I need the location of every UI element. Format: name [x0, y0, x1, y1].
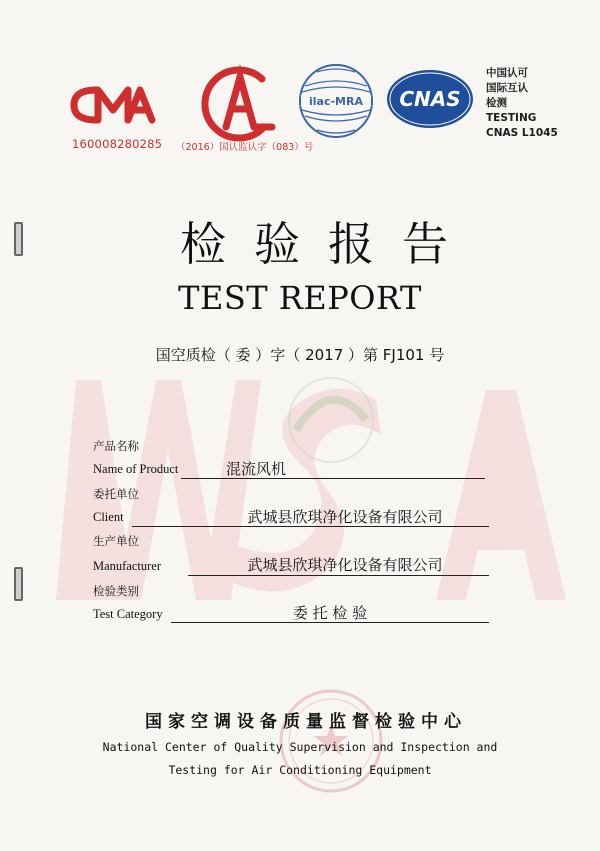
cnas-accreditation-text — [486, 66, 558, 141]
svg-text:CNAS: CNAS — [399, 87, 461, 111]
client-label-en: Client — [93, 510, 124, 524]
manufacturer-value: 武城县欣琪净化设备有限公司 — [247, 556, 443, 574]
product-label-cn: 产品名称 — [93, 439, 139, 453]
client-value: 武城县欣琪净化设备有限公司 — [247, 508, 443, 526]
manufacturer-label-cn: 生产单位 — [93, 534, 139, 548]
product-label-en: Name of Product — [93, 462, 179, 476]
issuer-name-en-line2: Testing for Air Conditioning Equipment — [168, 763, 432, 777]
issuer-name-en-line1: National Center of Quality Supervision and Inspection and — [102, 740, 498, 754]
category-label-en: Test Category — [93, 607, 163, 621]
category-value: 委 托 检 验 — [292, 604, 368, 622]
cnas-logo — [385, 68, 475, 130]
cnas-line-4: TESTING — [486, 112, 537, 124]
product-value: 混流风机 — [225, 460, 286, 478]
client-label-cn: 委托单位 — [93, 487, 139, 501]
cma-code: 160008280285 — [72, 137, 163, 151]
report-title-en: TEST REPORT — [178, 279, 422, 317]
manufacturer-label-en: Manufacturer — [93, 559, 162, 573]
cnas-line-3: 检测 — [486, 97, 507, 109]
cnas-line-5: CNAS L1045 — [486, 127, 558, 139]
cma-logo — [68, 80, 158, 130]
cnas-line-1: 中国认可 — [486, 67, 528, 79]
issuer-name-cn: 国家空调设备质量监督检验中心 — [145, 712, 467, 732]
report-number: 国空质检（ 委 ）字（ 2017 ）第 FJ101 号 — [155, 346, 445, 364]
category-label-cn: 检验类别 — [93, 584, 139, 598]
staple-bottom — [14, 567, 23, 601]
svg-text:ilac-MRA: ilac-MRA — [309, 95, 363, 108]
manufacturer-underline — [188, 575, 489, 576]
cal-logo — [196, 63, 278, 145]
ilac-mra-logo — [297, 62, 375, 140]
cnas-line-2: 国际互认 — [486, 82, 528, 94]
cal-code: （2016）国认监认字（083）号 — [176, 142, 314, 153]
report-title-cn: 检验报告 — [180, 217, 476, 271]
